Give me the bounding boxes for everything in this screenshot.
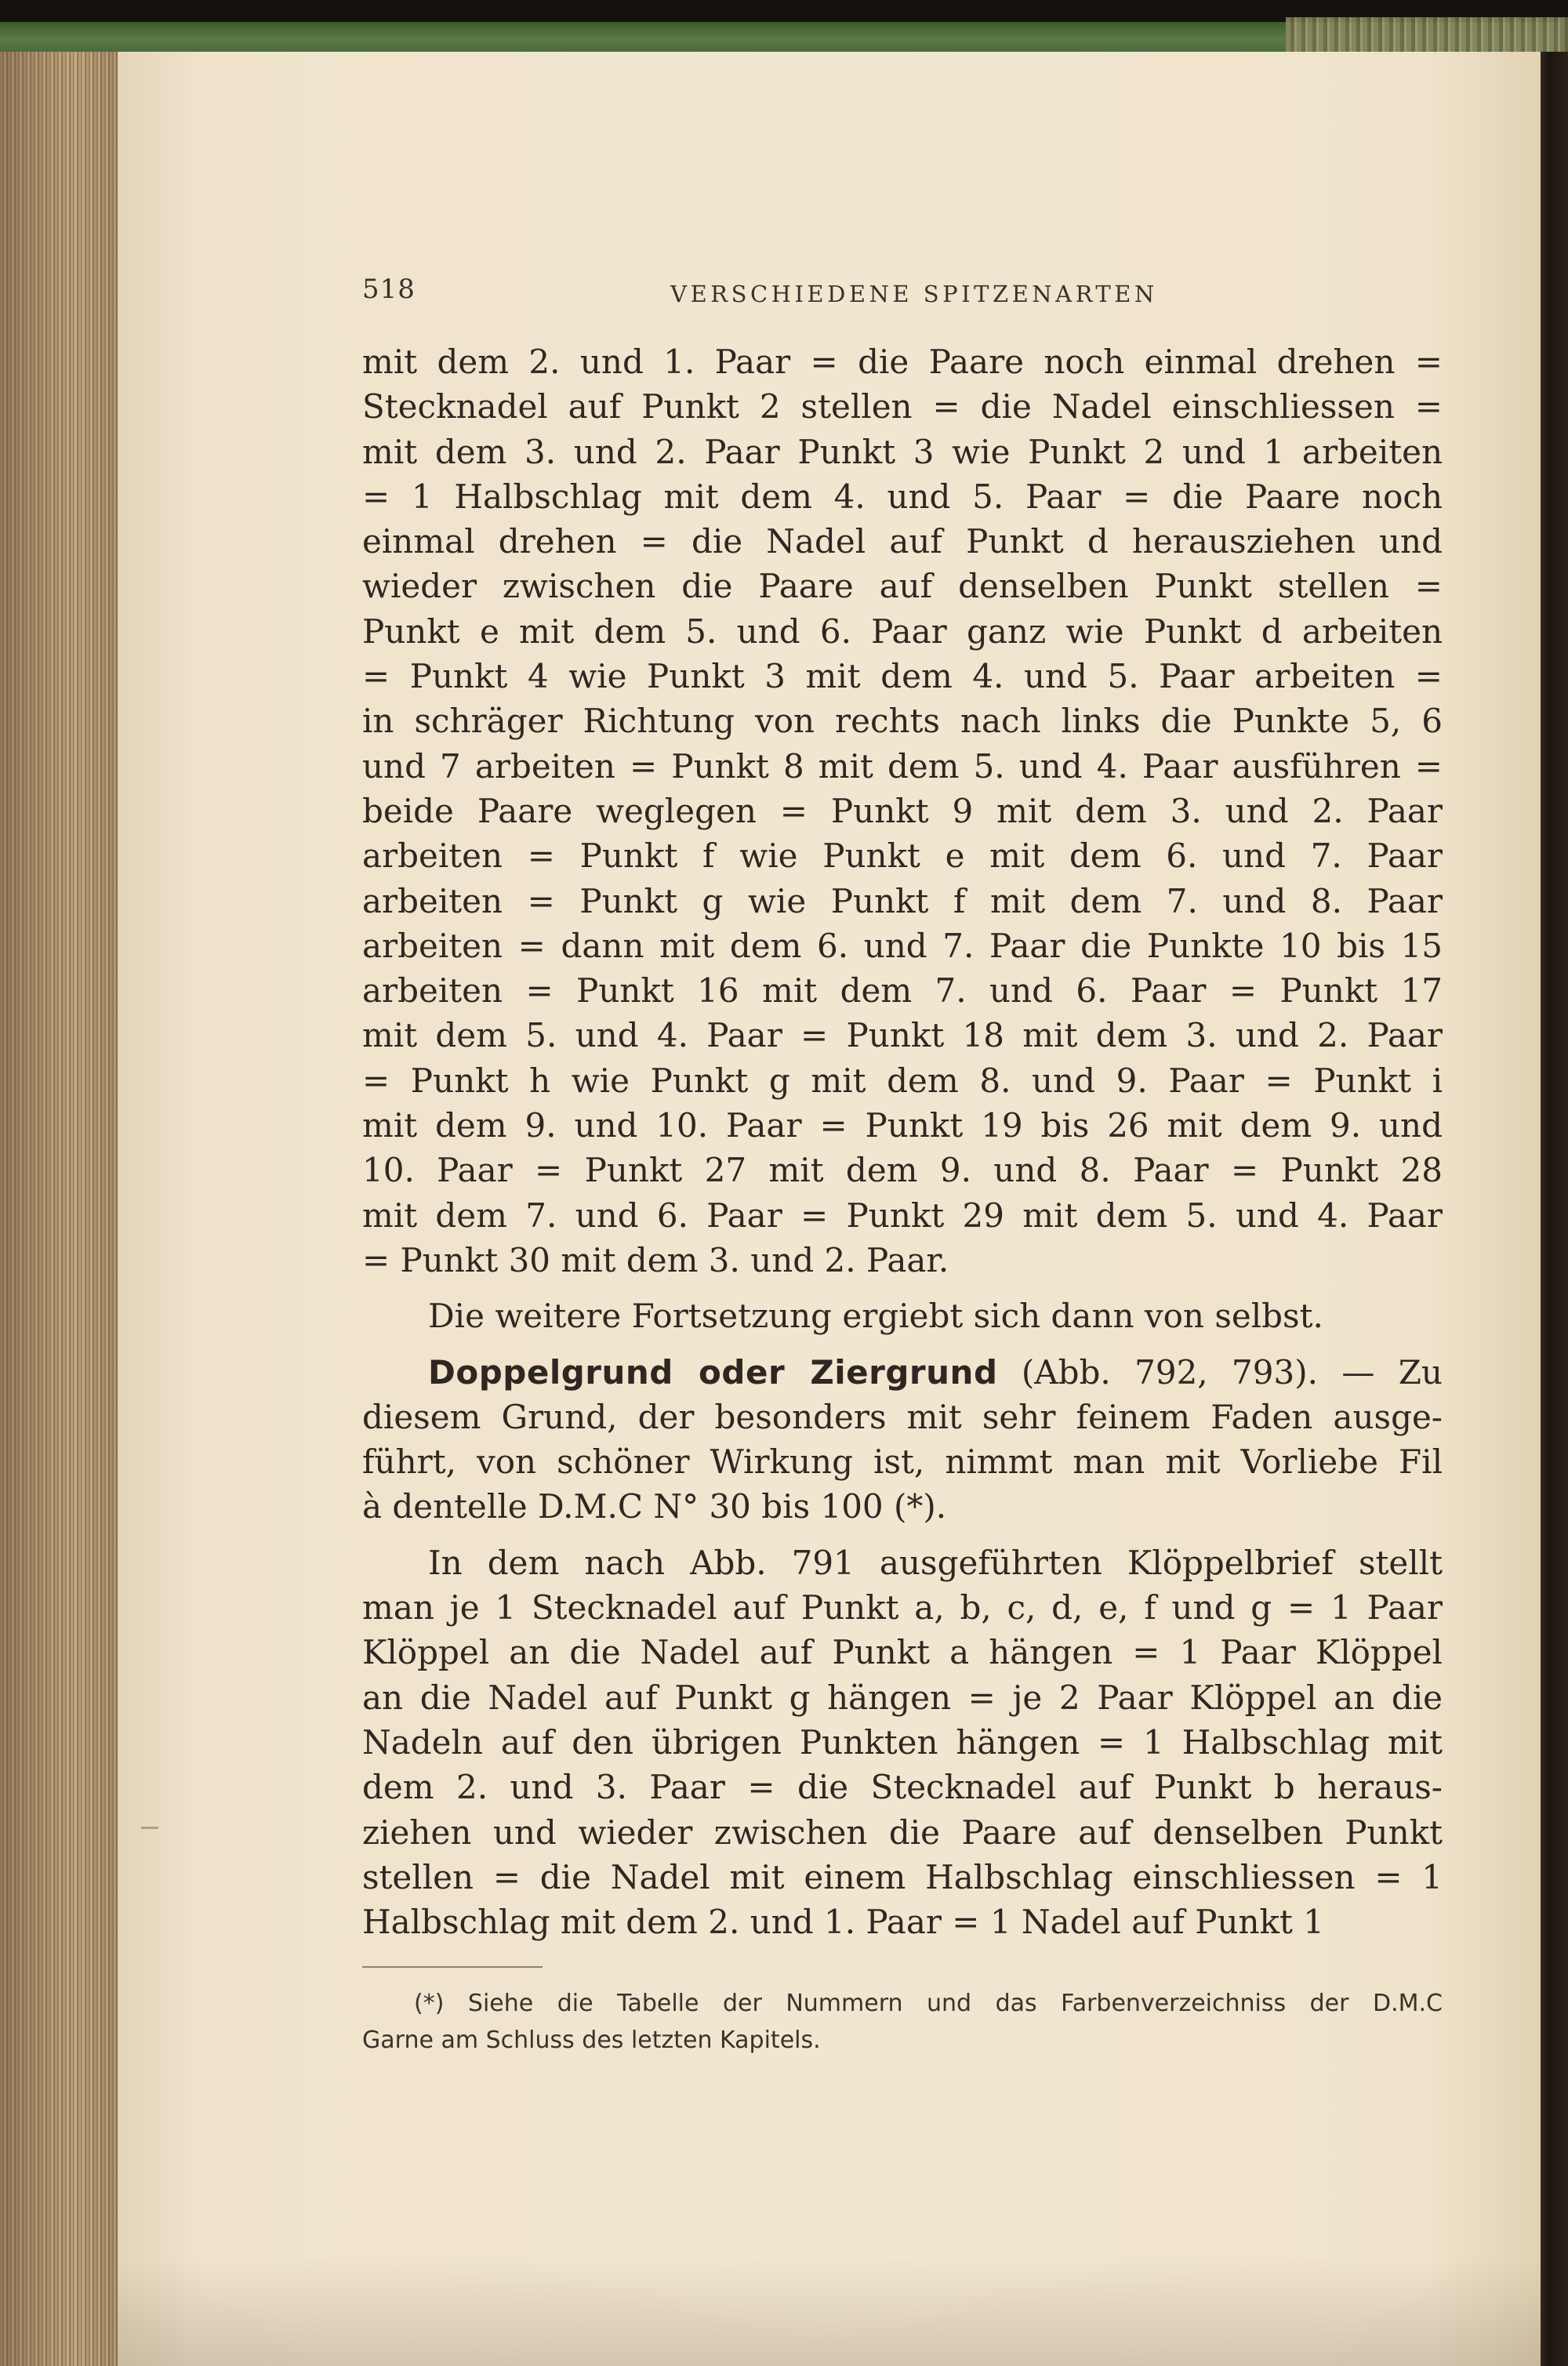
spine-right [1537,52,1568,2366]
text-line: arbeiten = Punkt 16 mit dem 7. und 6. Paar = Punkt 17 [362,971,1443,1011]
text-line: Klöppel an die Nadel auf Punkt a hängen = 1 Paar Klöppel [362,1633,1443,1672]
page-content [362,270,1443,2059]
text-line: ziehen und wieder zwischen die Paare auf denselben Punkt [362,1813,1443,1852]
page-edges-shadow [0,52,125,2366]
running-title: VERSCHIEDENE SPITZENARTEN [670,281,1158,307]
text-line: Stecknadel auf Punkt 2 stellen = die Nadel einschliessen = [362,387,1443,426]
text-line: mit dem 3. und 2. Paar Punkt 3 wie Punkt 2 und 1 arbeiten [362,432,1443,471]
paragraph-doppelgrund [362,1350,1443,1530]
text-line: Nadeln auf den übrigen Punkten hängen = 1 Halbschlag mit [362,1722,1443,1762]
body-text [362,339,1443,1944]
text-line: in schräger Richtung von rechts nach links die Punkte 5, 6 [362,702,1443,741]
text-line: arbeiten = Punkt g wie Punkt f mit dem 7. und 8. Paar [362,881,1443,920]
cover-wear [1286,17,1568,53]
text-line: führt, von schöner Wirkung ist, nimmt man mit Vorliebe Fil [362,1442,1443,1482]
text-line: = Punkt 30 mit dem 3. und 2. Paar. [362,1240,949,1279]
page-bottom-shade [118,2258,1541,2366]
text-line: = 1 Halbschlag mit dem 4. und 5. Paar = die Paare noch [362,477,1443,516]
text-line: mit dem 2. und 1. Paar = die Paare noch einmal drehen = [362,343,1443,381]
text-line: und 7 arbeiten = Punkt 8 mit dem 5. und 4. Paar ausführen = [362,746,1443,786]
text-line: Punkt e mit dem 5. und 6. Paar ganz wie Punkt d arbeiten [362,611,1443,651]
text-line: arbeiten = dann mit dem 6. und 7. Paar die Punkte 10 bis 15 [362,926,1443,965]
text-line: einmal drehen = die Nadel auf Punkt d herausziehen und [362,522,1443,561]
text-line: dem 2. und 3. Paar = die Stecknadel auf Punkt b heraus- [362,1768,1443,1807]
text-line: Die weitere Fortsetzung ergiebt sich dann von selbst. [428,1297,1323,1336]
paragraph-instructions-continued [362,339,1443,1283]
footnote-rule [362,1966,543,1968]
paragraph-continuation-note [362,1294,1443,1338]
text-line: diesem Grund, der besonders mit sehr feinem Faden ausge- [362,1397,1443,1436]
text-line: In dem nach Abb. 791 ausgeführten Klöppelbrief stellt [428,1543,1443,1582]
text-line: mit dem 9. und 10. Paar = Punkt 19 bis 26 mit dem 9. und [362,1106,1443,1145]
gutter-mark [141,1827,158,1829]
text-line: mit dem 5. und 4. Paar = Punkt 18 mit dem 3. und 2. Paar [362,1016,1443,1055]
text-line: à dentelle D.M.C N° 30 bis 100 (*). [362,1487,947,1526]
page-number: 518 [362,274,416,305]
section-heading: Doppelgrund oder Ziergrund [428,1352,998,1392]
text-line: Halbschlag mit dem 2. und 1. Paar = 1 Nadel auf Punkt 1 [362,1903,1324,1942]
text-line: = Punkt 4 wie Punkt 3 mit dem 4. und 5. Paar arbeiten = [362,657,1443,696]
page-header [362,270,1443,325]
text-line: beide Paare weglegen = Punkt 9 mit dem 3. und 2. Paar [362,791,1443,830]
footnote-line: Garne am Schluss des letzten Kapitels. [362,2027,821,2055]
paragraph-heading-line [362,1350,1443,1395]
text-line: stellen = die Nadel mit einem Halbschlag einschliessen = 1 [362,1857,1443,1896]
heading-line-rest: (Abb. 792, 793). — Zu [997,1352,1443,1392]
paragraph-kloeppelbrief [362,1540,1443,1945]
text-line: man je 1 Stecknadel auf Punkt a, b, c, d, e, f und g = 1 Paar [362,1588,1443,1628]
text-line: arbeiten = Punkt f wie Punkt e mit dem 6. und 7. Paar [362,836,1443,876]
footnote-line: (*) Siehe die Tabelle der Nummern und das Farbenverzeichniss der D.M.C [414,1990,1443,2018]
text-line: wieder zwischen die Paare auf denselben Punkt stellen = [362,567,1443,606]
text-line: mit dem 7. und 6. Paar = Punkt 29 mit dem 5. und 4. Paar [362,1196,1443,1235]
text-line: = Punkt h wie Punkt g mit dem 8. und 9. Paar = Punkt i [362,1061,1443,1100]
footnote [362,1985,1443,2059]
text-line: 10. Paar = Punkt 27 mit dem 9. und 8. Paar = Punkt 28 [362,1151,1443,1190]
text-line: an die Nadel auf Punkt g hängen = je 2 Paar Klöppel an die [362,1678,1443,1717]
